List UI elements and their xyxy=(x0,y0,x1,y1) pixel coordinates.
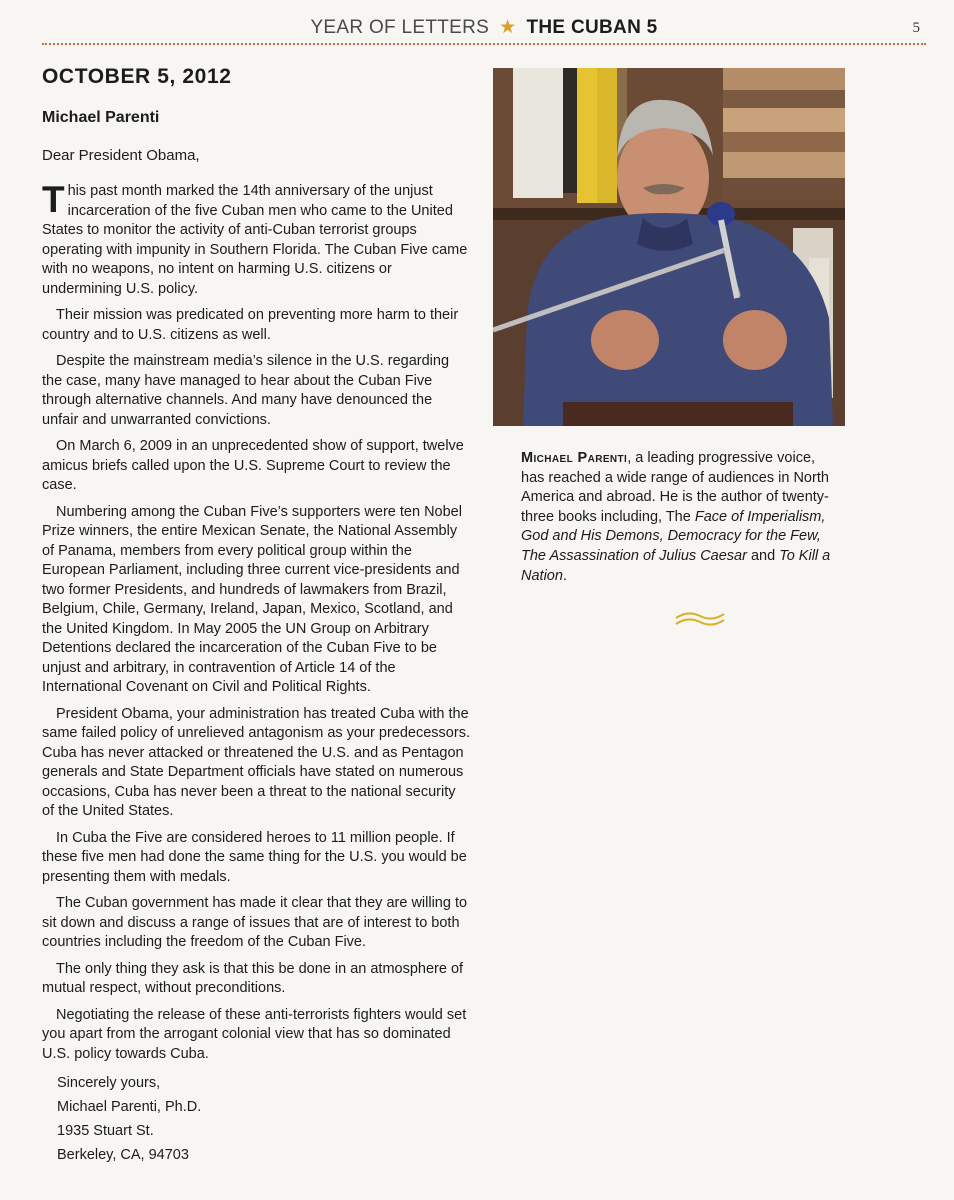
page-header xyxy=(42,14,926,46)
first-paragraph-text: his past month marked the 14th anniversary of the unjust incarceration of the five Cuban men who came to the United States to monitor the activity of anti-Cuban terrorist groups operating with impunity in Southern Florida. The Cuban Five came with no weapons, no intent on harming U.S. citizens or undermining U.S. policy. xyxy=(42,183,468,297)
author-photo xyxy=(493,68,845,426)
signature-name: Michael Parenti, Ph.D. xyxy=(57,1099,202,1115)
header-topic-label: THE CUBAN 5 xyxy=(526,17,658,38)
letter-paragraph: The Cuban government has made it clear that they are willing to sit down and discuss a range of issues that are of interest to both countries including the freedom of the Cuban Five. xyxy=(42,895,468,950)
letter-paragraph: Their mission was predicated on preventing more harm to their country and to U.S. citizens as well. xyxy=(42,307,459,343)
address-city: Berkeley, CA, 94703 xyxy=(57,1147,189,1163)
header-title xyxy=(42,16,926,39)
letter-paragraph: In Cuba the Five are considered heroes to 11 million people. If these five men had done the same thing for the U.S. you would be presenting them with medals. xyxy=(42,829,467,885)
letter-paragraph: On March 6, 2009 in an unprecedented show of support, twelve amicus briefs called upon the U.S. Supreme Court to review the case. xyxy=(42,438,464,493)
letter-paragraph: Numbering among the Cuban Five’s supporters were ten Nobel Prize winners, the entire Mexican Senate, the National Assembly of Panama, members from every political group within the European Parliament, including three current vice-presidents and two former Presidents, and hundreds of lawmakers from Brazil, Belgium, Chile, Germany, Ireland, Japan, Mexico, Scotland, and the United Kingdom. In May 2005 the UN Group on Arbitrary Detentions declared the incarceration of the Cuban Five to be unjust and arbitrary, in contravention of Article 14 of the International Covenant on Civil and Political Rights. xyxy=(42,503,462,695)
letter-closing xyxy=(42,1071,470,1167)
caption-text-1: , a leading progressive voice, has reached a wide range of audiences in North America and abroad. He is the author of twenty-three books including, The xyxy=(521,450,829,525)
letter-paragraph: Despite the mainstream media’s silence in the U.S. regarding the case, many have managed to hear about the Cuban Five through alternative channels. And many have denounced the unfair and unwarranted convictions. xyxy=(42,353,450,428)
drop-cap: T xyxy=(42,179,65,220)
caption-name: Michael Parenti xyxy=(521,450,628,466)
header-divider xyxy=(42,43,926,45)
letter-paragraph: Negotiating the release of these anti-terrorists fighters would set you apart from the arrogant colonial view that has so dominated U.S. policy towards Cuba. xyxy=(42,1006,467,1062)
caption-text-2: and xyxy=(746,547,780,564)
caption-book-title-last: To Kill a Nation xyxy=(521,547,831,584)
header-section-label: YEAR OF LETTERS xyxy=(310,17,490,38)
letter-column xyxy=(42,62,470,1167)
wave-ornament-icon xyxy=(674,608,726,635)
letter-paragraph: The only thing they ask is that this be done in an atmosphere of mutual respect, without preconditions. xyxy=(42,960,464,996)
caption-book-titles: Face of Imperialism, God and His Demons, Democracy for the Few, The Assassination of Julius Caesar xyxy=(521,508,826,564)
closing-line: Sincerely yours, xyxy=(57,1075,161,1091)
letter-paragraph xyxy=(42,179,470,299)
letter-salutation: Dear President Obama, xyxy=(42,147,200,164)
caption-text-3: . xyxy=(562,567,567,584)
page-number: 5 xyxy=(912,20,920,36)
letter-date: OCTOBER 5, 2012 xyxy=(42,65,232,88)
letter-author: Michael Parenti xyxy=(42,109,160,126)
letter-paragraph: President Obama, your administration has treated Cuba with the same failed policy of unrelieved antagonism as your predecessors. Cuba has never attacked or threatened the U.S. and as Pentagon generals and State Department officials have stated on numerous occasions, Cuba has never been a threat to the national security of the United States. xyxy=(42,705,470,819)
address-street: 1935 Stuart St. xyxy=(57,1123,154,1139)
star-icon: ★ xyxy=(499,17,517,38)
photo-caption xyxy=(521,449,841,586)
letter-body xyxy=(42,179,470,1064)
